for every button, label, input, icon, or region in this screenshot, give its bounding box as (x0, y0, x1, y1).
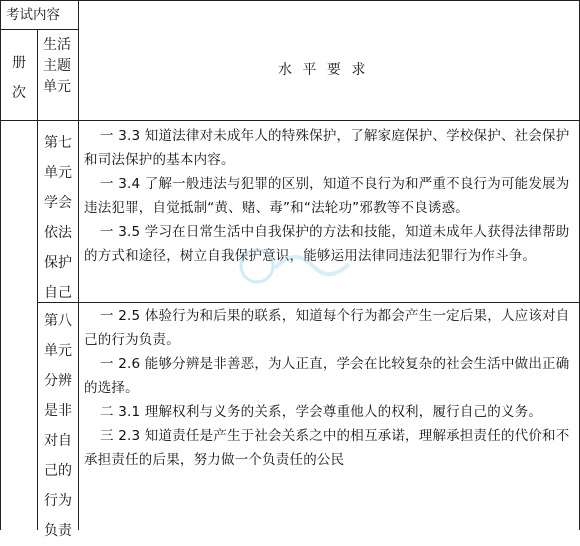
requirement-item: 三 2.3 知道责任是产生于社会关系之中的相互承诺，理解承担责任的代价和不承担责任的后果，努力做一个负责任的公民 (84, 428, 570, 468)
table-top-border (0, 0, 580, 1)
requirement-header: 水 平 要 求 (278, 62, 369, 78)
header-divider-exam (0, 29, 78, 30)
watermark-logo (235, 238, 355, 288)
row-divider (38, 302, 580, 303)
requirements-row-8 (84, 304, 576, 472)
table-left-border (0, 0, 1, 530)
unit-cell-8-text: 第八单元分辨是非对自己的行为负责 (44, 313, 72, 539)
unit-cell-8 (40, 306, 76, 546)
unit-cell-7-text: 第七单元学会依法保护自己 (44, 135, 72, 301)
requirement-item: 一 2.5 体验行为和后果的联系，知道每个行为都会产生一定后果，人应该对自己的行为负责。 (84, 308, 570, 348)
requirement-item: 一 2.6 能够分辨是非善恶，为人正直，学会在比较复杂的社会生活中做出正确的选择。 (84, 356, 570, 396)
unit-cell-7 (40, 128, 76, 308)
exam-content-header: 考试内容 (6, 7, 60, 23)
unit-header (42, 35, 72, 98)
volume-header (8, 48, 30, 108)
column-divider-volume (37, 29, 38, 530)
requirement-item: 一 3.3 知道法律对未成年人的特殊保护，了解家庭保护、学校保护、社会保护和司法保护的基本内容。 (84, 128, 570, 168)
column-divider-unit (78, 0, 79, 530)
requirement-item: 一 3.5 学习在日常生活中自我保护的方法和技能，知道未成年人获得法律帮助的方式和途径，树立自我保护意识，能够运用法律同违法犯罪行为作斗争。 (84, 224, 570, 264)
unit-header-text: 生活主题单元 (43, 37, 71, 95)
requirement-item: 二 3.1 理解权利与义务的关系，学会尊重他人的权利，履行自己的义务。 (100, 404, 543, 420)
volume-header-text: 册次 (12, 55, 26, 101)
requirement-item: 一 3.4 了解一般违法与犯罪的区别，知道不良行为和严重不良行为可能发展为违法犯罪，自觉抵制“黄、赌、毒”和“法轮功”邪教等不良诱惑。 (84, 176, 570, 216)
header-bottom-border (0, 120, 580, 121)
